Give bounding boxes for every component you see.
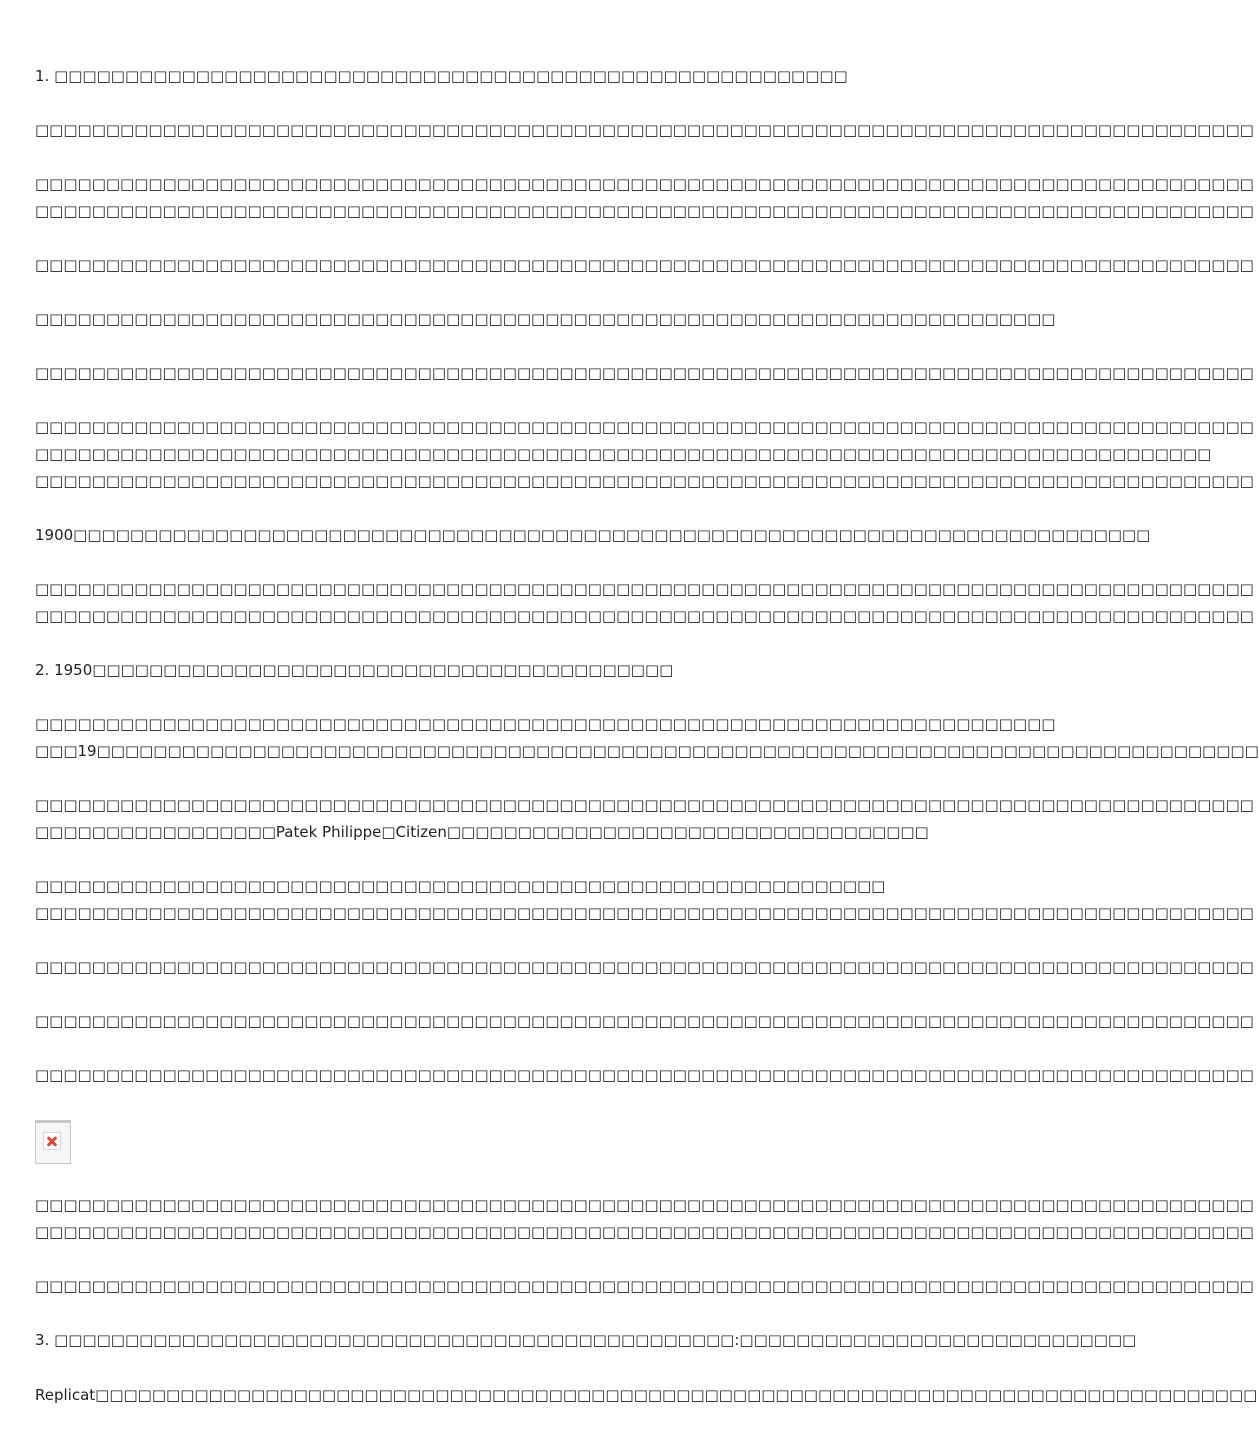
- heading-section-2: 2. 1950□□□□□□□□□□□□□□□□□□□□□□□□□□□□□□□□□□□□□□□□□: [35, 661, 674, 679]
- text-line: □□□19□□□□□□□□□□□□□□□□□□□□□□□□□□□□□□□□□□□□□□□□□□□□□□□□□□□□□□□□□□□□□□□□□□□□□□□□□□□□□□□□□□: [35, 742, 1259, 760]
- text-line: Replicat□□□□□□□□□□□□□□□□□□□□□□□□□□□□□□□□□□□□□□□□□□□□□□□□□□□□□□□□□□□□□□□□□□□□□□□□□□□□□□□□□□: [35, 1386, 1258, 1404]
- text-line: □□□□□□□□□□□□□□□□□□□□□□□□□□□□□□□□□□□□□□□□□□□□□□□□□□□□□□□□□□□□□□□□□□□□□□□□□□□□□□□□□□□□□□: [35, 1012, 1254, 1030]
- text-line: □□□□□□□□□□□□□□□□□□□□□□□□□□□□□□□□□□□□□□□□□□□□□□□□□□□□□□□□□□□□□□□□□□□□□□□□□□□□□□□□□□□□□□: [35, 121, 1254, 139]
- broken-image-x-icon: [43, 1132, 61, 1150]
- text-line: □□□□□□□□□□□□□□□□□□□□□□□□□□□□□□□□□□□□□□□□□□□□□□□□□□□□□□□□□□□□□□□□□□□□□□□□: [35, 310, 1056, 328]
- text-line: □□□□□□□□□□□□□□□□□□□□□□□□□□□□□□□□□□□□□□□□□□□□□□□□□□□□□□□□□□□□□□□□□□□□□□□□□□□□□□□□□□□□□□: [35, 607, 1254, 625]
- text-line: 1900□□□□□□□□□□□□□□□□□□□□□□□□□□□□□□□□□□□□□□□□□□□□□□□□□□□□□□□□□□□□□□□□□□□□□□□□□□□□: [35, 526, 1151, 544]
- text-line: □□□□□□□□□□□□□□□□□□□□□□□□□□□□□□□□□□□□□□□□□□□□□□□□□□□□□□□□□□□□□□□□□□□□□□□□□□□□□□□□□□□□□□: [35, 364, 1254, 382]
- document-page: [35, 0, 1259, 1449]
- text-line: □□□□□□□□□□□□□□□□□Patek Philippe□Citizen□□□□□□□□□□□□□□□□□□□□□□□□□□□□□□□□□□: [35, 823, 929, 841]
- text-line: □□□□□□□□□□□□□□□□□□□□□□□□□□□□□□□□□□□□□□□□□□□□□□□□□□□□□□□□□□□□□□□□□□□□□□□□□□□□□□□□□□□□□□: [35, 202, 1254, 220]
- text-line: □□□□□□□□□□□□□□□□□□□□□□□□□□□□□□□□□□□□□□□□□□□□□□□□□□□□□□□□□□□□□□□□□□□□□□□□□□□□□□□□□□□□□□: [35, 796, 1254, 814]
- text-line: □□□□□□□□□□□□□□□□□□□□□□□□□□□□□□□□□□□□□□□□□□□□□□□□□□□□□□□□□□□□□□□□□□□□□□□□□□□□□□□□□□□□□□: [35, 175, 1254, 193]
- heading-section-1: 1. □□□□□□□□□□□□□□□□□□□□□□□□□□□□□□□□□□□□□□□□□□□□□□□□□□□□□□□□: [35, 67, 848, 85]
- text-line: □□□□□□□□□□□□□□□□□□□□□□□□□□□□□□□□□□□□□□□□□□□□□□□□□□□□□□□□□□□□□□□□□□□□□□□□□□□□□□□□□□□: [35, 445, 1212, 463]
- text-line: □□□□□□□□□□□□□□□□□□□□□□□□□□□□□□□□□□□□□□□□□□□□□□□□□□□□□□□□□□□□□□□□□□□□□□□□□□□□□□□□□□□□□□: [35, 418, 1254, 436]
- text-line: □□□□□□□□□□□□□□□□□□□□□□□□□□□□□□□□□□□□□□□□□□□□□□□□□□□□□□□□□□□□: [35, 877, 886, 895]
- text-line: □□□□□□□□□□□□□□□□□□□□□□□□□□□□□□□□□□□□□□□□□□□□□□□□□□□□□□□□□□□□□□□□□□□□□□□□□□□□□□□□□□□□□□: [35, 1277, 1254, 1295]
- text-line: □□□□□□□□□□□□□□□□□□□□□□□□□□□□□□□□□□□□□□□□□□□□□□□□□□□□□□□□□□□□□□□□□□□□□□□□□□□□□□□□□□□□□□: [35, 958, 1254, 976]
- text-line: □□□□□□□□□□□□□□□□□□□□□□□□□□□□□□□□□□□□□□□□□□□□□□□□□□□□□□□□□□□□□□□□□□□□□□□□□□□□□□□□□□□□□□: [35, 904, 1254, 922]
- text-line: □□□□□□□□□□□□□□□□□□□□□□□□□□□□□□□□□□□□□□□□□□□□□□□□□□□□□□□□□□□□□□□□□□□□□□□□□□□□□□□□□□□□□□: [35, 1223, 1254, 1241]
- text-line: □□□□□□□□□□□□□□□□□□□□□□□□□□□□□□□□□□□□□□□□□□□□□□□□□□□□□□□□□□□□□□□□□□□□□□□□□□□□□□□□□□□□□□: [35, 256, 1254, 274]
- text-line: □□□□□□□□□□□□□□□□□□□□□□□□□□□□□□□□□□□□□□□□□□□□□□□□□□□□□□□□□□□□□□□□□□□□□□□□□□□□□□□□□□□□□□: [35, 472, 1254, 490]
- broken-image-icon: [35, 1120, 71, 1164]
- text-line: □□□□□□□□□□□□□□□□□□□□□□□□□□□□□□□□□□□□□□□□□□□□□□□□□□□□□□□□□□□□□□□□□□□□□□□□: [35, 715, 1056, 733]
- text-line: □□□□□□□□□□□□□□□□□□□□□□□□□□□□□□□□□□□□□□□□□□□□□□□□□□□□□□□□□□□□□□□□□□□□□□□□□□□□□□□□□□□□□□: [35, 580, 1254, 598]
- heading-section-3: 3. □□□□□□□□□□□□□□□□□□□□□□□□□□□□□□□□□□□□□□□□□□□□□□□□:□□□□□□□□□□□□□□□□□□□□□□□□□□□□: [35, 1331, 1137, 1349]
- text-line: □□□□□□□□□□□□□□□□□□□□□□□□□□□□□□□□□□□□□□□□□□□□□□□□□□□□□□□□□□□□□□□□□□□□□□□□□□□□□□□□□□□□□□: [35, 1066, 1254, 1084]
- text-line: □□□□□□□□□□□□□□□□□□□□□□□□□□□□□□□□□□□□□□□□□□□□□□□□□□□□□□□□□□□□□□□□□□□□□□□□□□□□□□□□□□□□□□: [35, 1196, 1254, 1214]
